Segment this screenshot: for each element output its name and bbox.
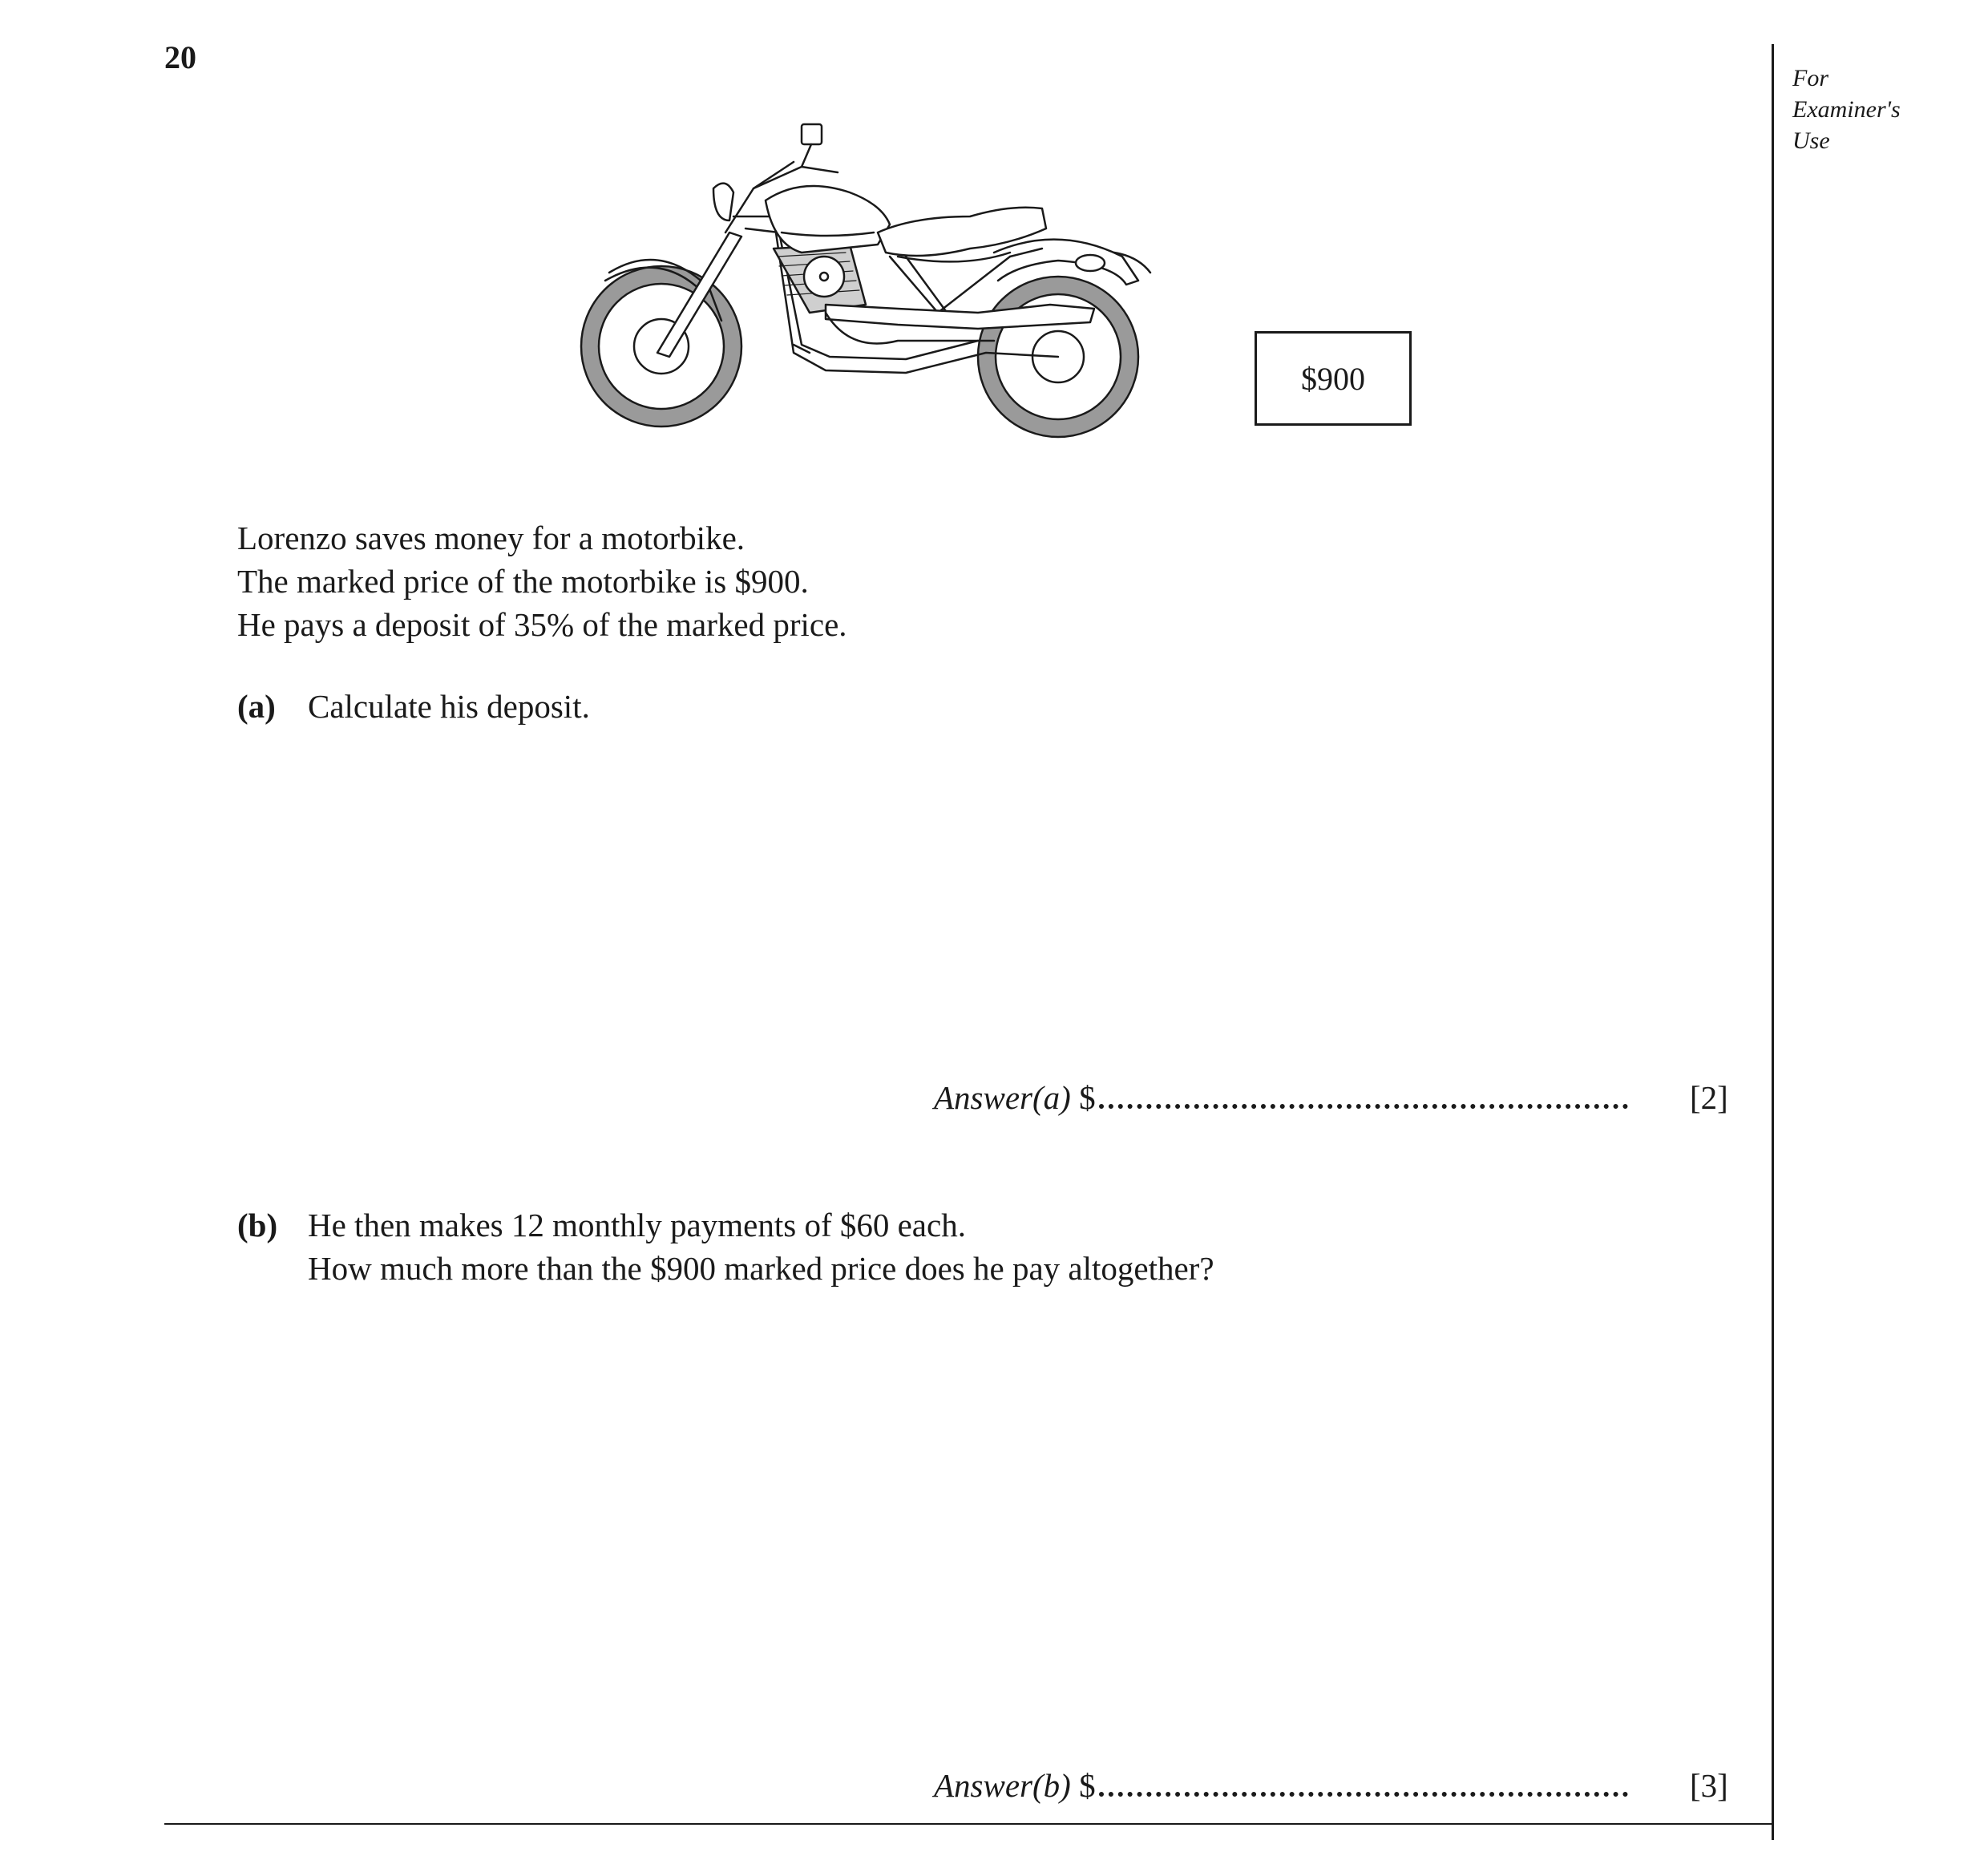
question-number: 20 — [164, 39, 196, 75]
answer-a-field[interactable] — [1099, 1099, 1628, 1109]
answer-b-prefix: $ — [1079, 1767, 1096, 1804]
marks-a: [2] — [1690, 1079, 1728, 1116]
examiner-note-line: Examiner's — [1792, 96, 1901, 123]
question-intro — [237, 516, 847, 646]
examiner-note-line: For — [1792, 65, 1828, 91]
price-tag: $900 — [1255, 331, 1412, 426]
bottom-rule — [164, 1823, 1772, 1825]
examiner-margin-line — [1772, 44, 1774, 1840]
part-b-label: (b) — [237, 1207, 278, 1243]
part-b-line: How much more than the $900 marked price does he pay altogether? — [308, 1250, 1214, 1287]
answer-a-prefix: $ — [1079, 1079, 1096, 1116]
intro-line: Lorenzo saves money for a motorbike. — [237, 520, 746, 556]
part-b-text — [308, 1203, 1214, 1290]
marks-b: [3] — [1690, 1767, 1728, 1804]
answer-b-row — [934, 1766, 1628, 1805]
examiner-use-note — [1792, 63, 1901, 156]
part-a-label: (a) — [237, 688, 276, 725]
part-b-line: He then makes 12 monthly payments of $60 each. — [308, 1207, 966, 1243]
answer-a-label: Answer(a) — [934, 1079, 1071, 1116]
answer-b-label: Answer(b) — [934, 1767, 1071, 1804]
answer-b-field[interactable] — [1099, 1787, 1628, 1797]
motorbike-illustration — [561, 112, 1154, 441]
intro-line: The marked price of the motorbike is $900. — [237, 563, 809, 600]
part-a-text: Calculate his deposit. — [308, 688, 590, 725]
answer-a-row — [934, 1078, 1628, 1117]
intro-line: He pays a deposit of 35% of the marked price. — [237, 606, 847, 643]
examiner-note-line: Use — [1792, 127, 1830, 154]
